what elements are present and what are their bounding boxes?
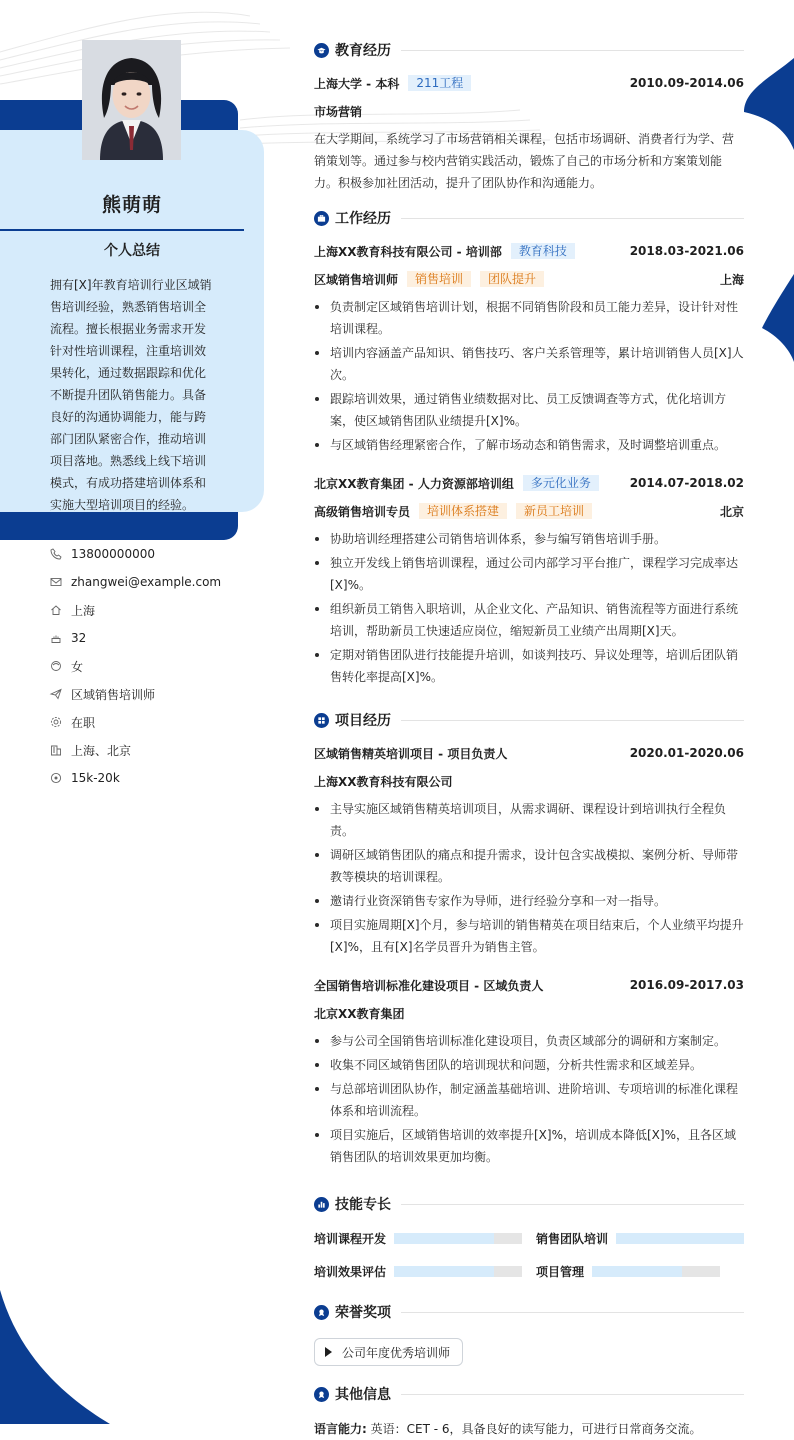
project-org-row [314,1002,744,1024]
skill-item [536,1230,744,1247]
project-bullets [314,1030,744,1168]
section-title: 其他信息 [335,1387,391,1403]
grid-icon [314,713,329,728]
skill-fill [616,1233,744,1244]
name-divider [0,229,244,231]
section-divider [401,1312,744,1313]
summary-title: 个人总结 [104,243,160,259]
skills-grid [314,1230,744,1280]
contact-status [50,708,221,736]
section-education [314,36,744,64]
skill-name: 培训课程开发 [314,1232,387,1246]
graduation-cap-icon [314,43,329,58]
section-divider [401,218,744,219]
contact-phone [50,540,221,568]
section-title: 项目经历 [335,713,391,729]
project-org-row [314,770,744,792]
skill-bar [394,1266,522,1277]
profile-name: 熊萌萌 [101,194,162,216]
list-item: 定期对销售团队进行技能提升培训，如谈判技巧、异议处理等，培训后团队销售转化率提高[X]%。 [314,644,744,688]
list-item: 培训内容涵盖产品知识、销售技巧、客户关系管理等，累计培训销售人员[X]人次。 [314,342,744,386]
other-label: 语言能力: [314,1422,367,1436]
list-item: 与总部培训团队协作，制定涵盖基础培训、进阶培训、专项培训的标准化课程体系和培训流程。 [314,1078,744,1122]
contact-location [50,736,221,764]
list-item: 项目实施后，区域销售培训的效率提升[X]%，培训成本降低[X]%，且各区域销售团队的培训效果更加均衡。 [314,1124,744,1168]
work-header [314,240,744,262]
project-header [314,974,744,996]
main-column [314,36,744,1440]
skill-name: 项目管理 [536,1265,585,1279]
work-company: 上海XX教育科技有限公司 - 培训部 [314,244,502,259]
section-divider [401,1204,744,1205]
section-divider [401,50,744,51]
project-title: 区域销售精英培训项目 - 项目负责人 [314,746,508,761]
award-icon [314,1305,329,1320]
work-company: 北京XX教育集团 - 人力资源部培训组 [314,476,514,491]
status-icon [50,716,62,728]
list-item: 主导实施区域销售精英培训项目，从需求调研、课程设计到培训执行全程负责。 [314,798,744,842]
list-item: 组织新员工销售入职培训，从企业文化、产品知识、销售流程等方面进行系统培训，帮助新员工快速适应岗位，缩短新员工业绩产出周期[X]天。 [314,598,744,642]
work-item [314,240,744,456]
list-item: 邀请行业资深销售专家作为导师，进行经验分享和一对一指导。 [314,890,744,912]
role-tag: 新员工培训 [516,503,592,519]
contact-salary [50,764,221,792]
skill-item [314,1263,522,1280]
work-city: 北京 [719,504,744,519]
other-text: 英语：CET - 6，具备良好的读写能力，可进行日常商务交流。 [370,1422,702,1436]
work-bullets [314,528,744,688]
project-org: 上海XX教育科技有限公司 [314,774,453,789]
work-period: 2018.03-2021.06 [629,244,744,258]
section-awards [314,1298,744,1326]
section-title: 荣誉奖项 [335,1305,391,1321]
project-bullets [314,798,744,958]
skill-fill [394,1233,494,1244]
work-role-row [314,500,744,522]
award-chip [314,1338,463,1366]
list-item: 与区域销售经理紧密合作，了解市场动态和销售需求，及时调整培训重点。 [314,434,744,456]
company-tag: 多元化业务 [523,475,599,491]
contact-text: 32 [71,631,87,645]
section-other [314,1380,744,1408]
section-work [314,204,744,232]
skill-name: 销售团队培训 [536,1232,609,1246]
education-description: 在大学期间，系统学习了市场营销相关课程，包括市场调研、消费者行为学、营销策划等。通过参与校内营销实践活动，锻炼了自己的市场分析和方案策划能力。积极参加社团活动，提升了团队协作和沟通能力。 [314,132,735,190]
list-item: 参与公司全国销售培训标准化建设项目，负责区域部分的调研和方案制定。 [314,1030,744,1052]
section-divider [401,720,744,721]
award-icon [314,1387,329,1402]
skill-item [314,1230,522,1247]
section-title: 技能专长 [335,1197,391,1213]
profile-photo [82,40,181,160]
contact-text: 在职 [71,715,96,730]
age-icon [50,632,62,644]
role-tag: 团队提升 [480,271,544,287]
skill-fill [394,1266,494,1277]
summary-text: 拥有[X]年教育培训行业区域销售培训经验，熟悉销售培训全流程。擅长根据业务需求开发针对性培训课程，注重培训效果转化，通过数据跟踪和优化不断提升团队销售能力。具备良好的沟通协调能力，能与跨部门团队紧密合作，推动培训项目落地。熟悉线上线下培训模式，有成功搭建培训体系和实施大型培训项目的经验。 [50,278,212,512]
other-info [314,1418,744,1440]
education-major-row [314,100,744,122]
contact-text: 13800000000 [71,547,155,561]
mail-icon [50,576,62,588]
work-period: 2014.07-2018.02 [629,476,744,490]
section-divider [401,1394,744,1395]
list-item: 项目实施周期[X]个月，参与培训的销售精英在项目结束后，个人业绩平均提升[X]%，且有[X]名学员晋升为销售主管。 [314,914,744,958]
work-city: 上海 [719,272,744,287]
section-projects [314,706,744,734]
contact-text: 15k-20k [71,771,120,785]
contact-job [50,680,221,708]
contact-text: 女 [71,659,84,674]
send-icon [50,688,62,700]
skill-fill [592,1266,682,1277]
education-header [314,72,744,94]
project-period: 2016.09-2017.03 [629,978,744,992]
award-text: 公司年度优秀培训师 [342,1345,451,1360]
salary-icon [50,772,62,784]
project-org: 北京XX教育集团 [314,1006,405,1021]
work-role: 高级销售培训专员 [314,504,411,519]
contact-text: zhangwei@example.com [71,575,222,589]
contact-text: 上海、北京 [71,743,132,758]
project-item [314,974,744,1168]
school-tag: 211工程 [408,75,471,91]
skill-bar [394,1233,522,1244]
work-role: 区域销售培训师 [314,272,399,287]
role-tag: 培训体系搭建 [419,503,507,519]
building-icon [50,744,62,756]
phone-icon [50,548,62,560]
skill-bar [592,1266,720,1277]
list-item: 跟踪培训效果，通过销售业绩数据对比、员工反馈调查等方式，优化培训方案，使区域销售团队业绩提升[X]%。 [314,388,744,432]
project-item [314,742,744,958]
list-item: 协助培训经理搭建公司销售培训体系，参与编写销售培训手册。 [314,528,744,550]
school-name: 上海大学 - 本科 [314,76,400,91]
briefcase-icon [314,211,329,226]
section-title: 工作经历 [335,211,391,227]
bar-chart-icon [314,1197,329,1212]
project-header [314,742,744,764]
work-item [314,472,744,688]
work-role-row [314,268,744,290]
list-item: 负责制定区域销售培训计划，根据不同销售阶段和员工能力差异，设计针对性培训课程。 [314,296,744,340]
contact-email [50,568,221,596]
skill-bar [616,1233,744,1244]
project-period: 2020.01-2020.06 [629,746,744,760]
list-item: 独立开发线上销售培训课程，通过公司内部学习平台推广，课程学习完成率达[X]%。 [314,552,744,596]
contact-text: 区域销售培训师 [71,687,156,702]
section-title: 教育经历 [335,43,391,59]
list-item: 调研区域销售团队的痛点和提升需求，设计包含实战模拟、案例分析、导师带教等模块的培训课程。 [314,844,744,888]
education-major: 市场营销 [314,104,363,119]
project-title: 全国销售培训标准化建设项目 - 区域负责人 [314,978,544,993]
contact-text: 上海 [71,603,96,618]
skill-name: 培训效果评估 [314,1265,387,1279]
contact-city [50,596,221,624]
contact-gender [50,652,221,680]
work-bullets [314,296,744,456]
skill-item [536,1263,744,1280]
play-icon [325,1347,332,1357]
section-skills [314,1190,744,1218]
contact-list [50,540,221,792]
gender-icon [50,660,62,672]
home-icon [50,604,62,616]
education-period: 2010.09-2014.06 [629,76,744,90]
role-tag: 销售培训 [407,271,471,287]
work-header [314,472,744,494]
contact-age [50,624,221,652]
list-item: 收集不同区域销售团队的培训现状和问题，分析共性需求和区域差异。 [314,1054,744,1076]
company-tag: 教育科技 [511,243,575,259]
